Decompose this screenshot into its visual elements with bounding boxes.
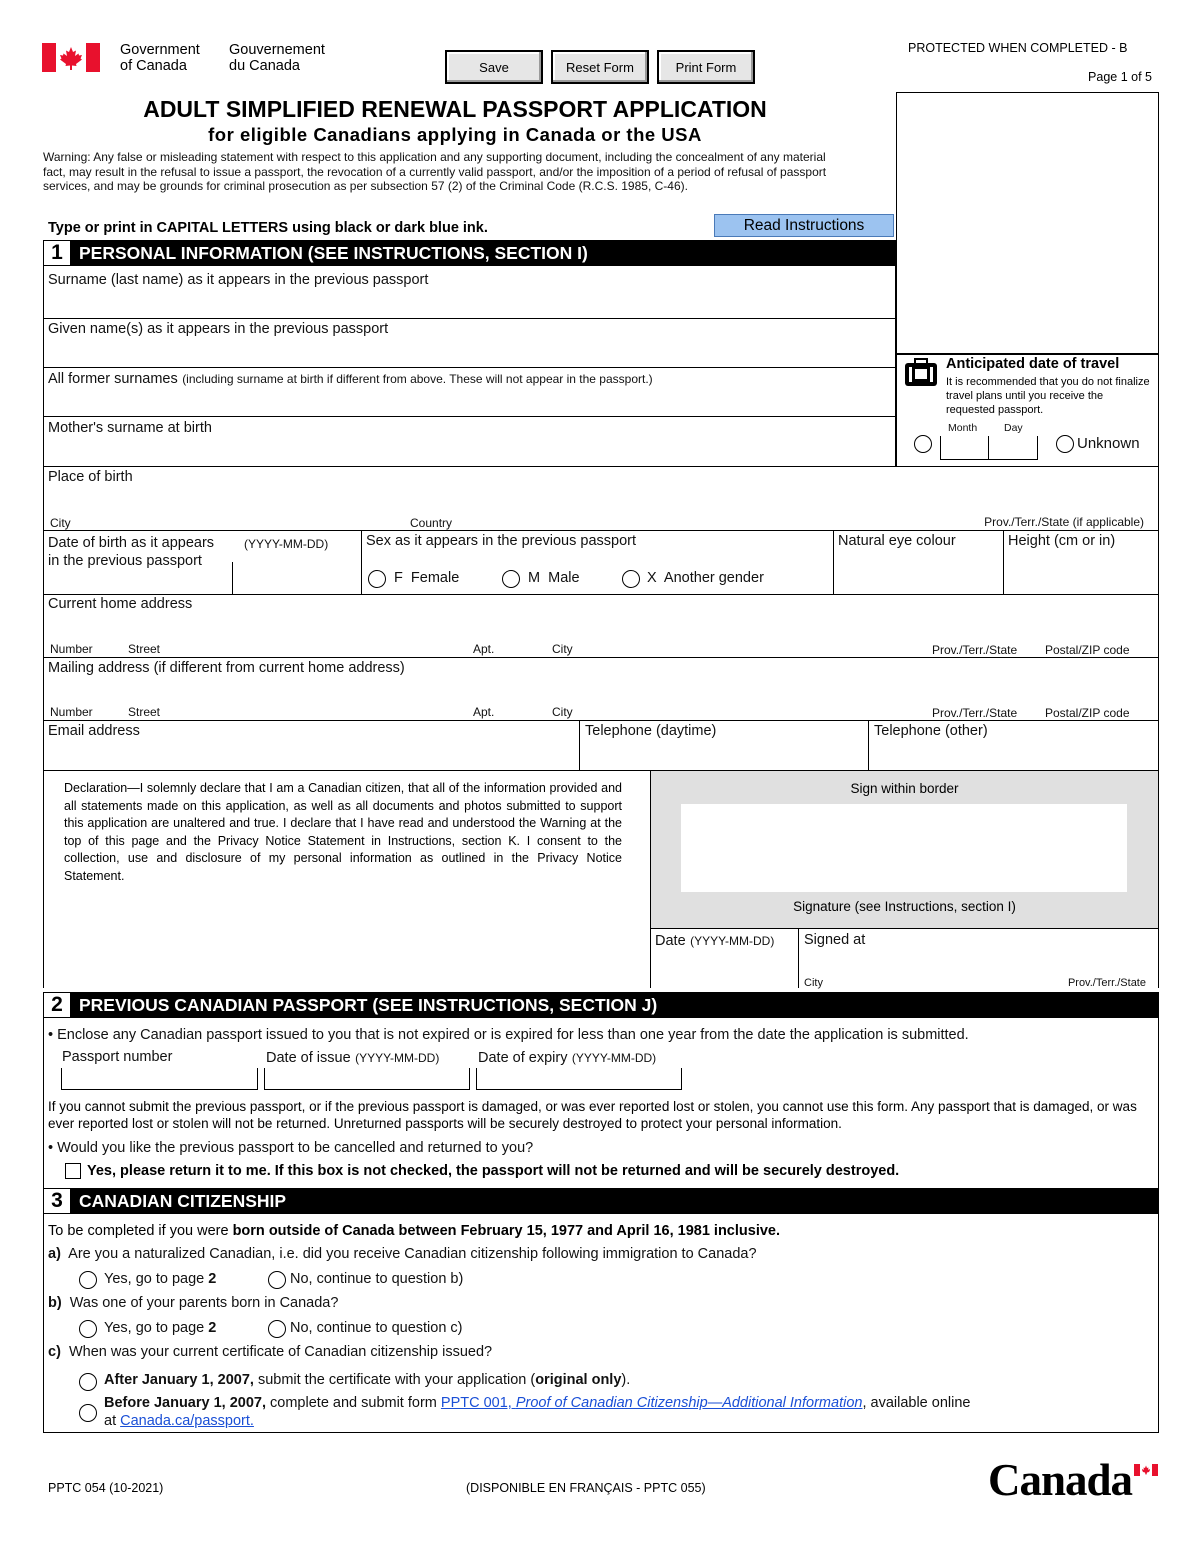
home-address-label: Current home address (48, 596, 193, 612)
pob-prov-label: Prov./Terr./State (if applicable) (984, 515, 1144, 529)
mail-postal-label: Postal/ZIP code (1045, 706, 1130, 720)
sig-date-input[interactable] (653, 952, 797, 986)
given-names-label: Given name(s) as it appears in the previous passport (48, 321, 389, 337)
passport-number-label: Passport number (62, 1049, 173, 1065)
cannot-submit-text: If you cannot submit the previous passport, or if the previous passport is damaged, or was ever reported lost or stolen, you cannot use this form. Any passport that is damaged, or was ever reported lost or stolen will not be returned. Unreturned passports will be securely destroyed to protect your personal information. (48, 1099, 1137, 1131)
section-2-header (43, 992, 1159, 1018)
home-city-label: City (552, 642, 573, 656)
travel-date-radio[interactable] (914, 435, 932, 453)
canada-passport-link[interactable]: Canada.ca/passport. (120, 1413, 254, 1429)
qb-yes-label (104, 1320, 216, 1336)
travel-unknown-label: Unknown (1077, 435, 1140, 452)
travel-title: Anticipated date of travel (946, 356, 1120, 372)
qb-no-label: No, continue to question c) (290, 1320, 463, 1336)
qc-before-label-line2 (104, 1413, 254, 1429)
qc-after-label (104, 1372, 630, 1388)
type-print-instruction: Type or print in CAPITAL LETTERS using black or dark blue ink. (48, 220, 488, 236)
height-label: Height (cm or in) (1008, 533, 1116, 549)
email-input[interactable] (44, 742, 578, 768)
tel-other-label: Telephone (other) (874, 723, 988, 739)
home-prov-label: Prov./Terr./State (932, 643, 1018, 657)
mail-city-label: City (552, 705, 573, 719)
qb-no-radio[interactable] (268, 1320, 286, 1338)
before-date-bold: Before January 1, 2007, (104, 1395, 267, 1411)
at-text: at (104, 1413, 121, 1429)
sig-date-format: (YYYY-MM-DD) (690, 934, 775, 948)
travel-day-label: Day (1004, 422, 1023, 434)
home-address-input[interactable] (44, 615, 1156, 641)
question-c (48, 1344, 492, 1360)
form-code: PPTC 054 (10-2021) (48, 1481, 164, 1495)
before-text: complete and submit form (266, 1395, 441, 1411)
after-date-bold: After January 1, 2007, (104, 1372, 254, 1388)
sex-another-radio[interactable] (622, 570, 640, 588)
print-form-button[interactable]: Print Form (657, 50, 755, 84)
sex-female-radio[interactable] (368, 570, 386, 588)
section-2-number: 2 (43, 992, 71, 1018)
sex-male-label: M Male (528, 570, 580, 586)
qb-yes-radio[interactable] (79, 1320, 97, 1338)
declaration-text: Declaration—I solemnly declare that I am a Canadian citizen, that all of the information provided and all statements made on this application, as well as all documents and photos submitted to support this application are unaltered and true. I declare that I have read and understood the Warning at the top of this page and the Privacy Notice Statement in Instructions, section K. I consent to the collection, use and disclosure of my personal information as outlined in the Privacy Notice Statement. (64, 781, 622, 883)
home-apt-label: Apt. (473, 642, 495, 656)
surname-input[interactable] (44, 290, 894, 318)
mailing-address-label: Mailing address (if different from current home address) (48, 660, 405, 676)
date-expiry-format: (YYYY-MM-DD) (571, 1051, 657, 1065)
eye-colour-input[interactable] (835, 552, 1002, 592)
given-names-input[interactable] (44, 340, 894, 367)
intro-bold: born outside of Canada between February 15, 1977 and April 16, 1981 inclusive. (232, 1223, 781, 1239)
place-of-birth-input[interactable] (44, 488, 1156, 514)
canada-wordmark: Canada (988, 1455, 1133, 1505)
mother-surname-input[interactable] (44, 440, 894, 466)
date-expiry-label (478, 1049, 656, 1067)
section-3-intro (48, 1223, 780, 1239)
sig-date-text: Date (655, 933, 686, 949)
question-a-letter: a) (48, 1246, 61, 1262)
form-title: ADULT SIMPLIFIED RENEWAL PASSPORT APPLICATION (143, 96, 767, 122)
mail-apt-label: Apt. (473, 705, 495, 719)
pptc-001-link-italic: Proof of Canadian Citizenship—Additional Information (515, 1395, 863, 1411)
after-end: ). (621, 1372, 631, 1388)
section-2-title: PREVIOUS CANADIAN PASSPORT (SEE INSTRUCTIONS, SECTION J) (79, 995, 658, 1015)
place-of-birth-label: Place of birth (48, 469, 133, 485)
home-street-label: Street (128, 642, 161, 656)
qa-yes-label (104, 1271, 216, 1287)
qc-after-radio[interactable] (79, 1373, 97, 1391)
former-surnames-text: All former surnames (48, 371, 178, 387)
travel-unknown-radio[interactable] (1056, 435, 1074, 453)
signed-prov-label: Prov./Terr./State (1067, 977, 1146, 989)
form-subtitle: for eligible Canadians applying in Canada or the USA (208, 124, 702, 145)
sex-another-label: X Another gender (647, 570, 764, 586)
dob-format: (YYYY-MM-DD) (244, 537, 329, 551)
qa-no-label: No, continue to question b) (290, 1271, 464, 1287)
qb-yes-text: Yes, go to page (104, 1320, 209, 1336)
protected-label: PROTECTED WHEN COMPLETED - B (908, 41, 1128, 55)
travel-day-input[interactable] (988, 436, 1038, 460)
section-1-title: PERSONAL INFORMATION (SEE INSTRUCTIONS, SECTION I) (79, 243, 588, 263)
page-number: Page 1 of 5 (1088, 70, 1152, 84)
signature-box[interactable] (681, 804, 1127, 892)
sex-label: Sex as it appears in the previous passport (366, 533, 637, 549)
qa-yes-page: 2 (208, 1271, 217, 1287)
height-input[interactable] (1005, 552, 1157, 592)
section-1-number: 1 (43, 240, 71, 266)
save-button[interactable]: Save (445, 50, 543, 84)
surname-label: Surname (last name) as it appears in the previous passport (48, 272, 429, 288)
original-only: original only (535, 1372, 622, 1388)
signed-city-label: City (804, 977, 823, 989)
home-number-label: Number (50, 642, 93, 656)
date-issue-label (266, 1049, 439, 1067)
qa-yes-text: Yes, go to page (104, 1271, 209, 1287)
reset-form-button[interactable]: Reset Form (551, 50, 649, 84)
question-b-letter: b) (48, 1295, 62, 1311)
section-3-number: 3 (43, 1188, 71, 1214)
travel-note: It is recommended that you do not finalize travel plans until you receive the requested passport. (946, 376, 1150, 416)
sex-female-label: F Female (394, 570, 460, 586)
question-c-letter: c) (48, 1344, 61, 1360)
warning-text: Warning: Any false or misleading statement with respect to this application and any supporting document, including the concealment of any material fact, may result in the refusal to issue a passport, the revocation of a currently valid passport, and/or the imposition of a period of refusal of passport services, and may be grounds for criminal prosecution as per subsection 57 (2) of the Criminal Code (R.C.S. 1985, C-46). (43, 150, 827, 193)
dob-input[interactable] (232, 562, 360, 594)
email-label: Email address (48, 723, 140, 739)
former-surnames-label (48, 370, 653, 388)
former-surnames-note: (including surname at birth if different from above. These will not appear in the passport.) (182, 372, 653, 386)
enclose-instruction: • Enclose any Canadian passport issued to you that is not expired or is expired for less than one year from the date the application is submitted. (48, 1027, 969, 1043)
date-expiry-input[interactable] (476, 1068, 682, 1090)
pob-country-label: Country (410, 516, 453, 530)
return-passport-checkbox[interactable] (65, 1163, 81, 1179)
section-1-header (43, 240, 896, 266)
photo-box (896, 92, 1159, 354)
mailing-address-input[interactable] (44, 679, 1156, 705)
eye-colour-label: Natural eye colour (838, 533, 956, 549)
signature-label: Signature (see Instructions, section I) (793, 899, 1016, 914)
tel-daytime-label: Telephone (daytime) (585, 723, 717, 739)
would-like-question: • Would you like the previous passport to be cancelled and returned to you? (48, 1140, 534, 1156)
passport-number-input[interactable] (61, 1068, 258, 1090)
date-issue-input[interactable] (264, 1068, 470, 1090)
signed-at-input[interactable] (800, 952, 1156, 976)
travel-month-input[interactable] (940, 436, 988, 460)
section-3-header (43, 1188, 1159, 1214)
date-issue-format: (YYYY-MM-DD) (355, 1051, 440, 1065)
qb-yes-page: 2 (208, 1320, 217, 1336)
mother-surname-label: Mother's surname at birth (48, 420, 212, 436)
travel-month-label: Month (948, 422, 978, 434)
question-b-text: Was one of your parents born in Canada? (69, 1295, 339, 1311)
available-french: (DISPONIBLE EN FRANÇAIS - PPTC 055) (466, 1481, 706, 1495)
before-end: , available online (862, 1395, 971, 1411)
return-passport-label: Yes, please return it to me. If this box is not checked, the passport will not be returned and will be securely destroyed. (87, 1163, 900, 1179)
after-text: submit the certificate with your application ( (253, 1372, 536, 1388)
tel-daytime-input[interactable] (581, 742, 867, 768)
qc-before-label (104, 1395, 970, 1411)
intro-plain: To be completed if you were (48, 1223, 233, 1239)
former-surnames-input[interactable] (44, 390, 894, 416)
question-c-text: When was your current certificate of Canadian citizenship issued? (68, 1344, 493, 1360)
pptc-001-link-text: PPTC 001, (440, 1395, 516, 1411)
read-instructions-button[interactable]: Read Instructions (714, 214, 894, 237)
qa-yes-radio[interactable] (79, 1271, 97, 1289)
question-a (48, 1246, 757, 1262)
question-b (48, 1295, 338, 1311)
pob-city-label: City (50, 516, 71, 530)
section-3-title: CANADIAN CITIZENSHIP (79, 1191, 287, 1211)
dob-label: Date of birth as it appears in the previous passport (48, 535, 215, 569)
date-expiry-text: Date of expiry (478, 1050, 568, 1066)
mail-prov-label: Prov./Terr./State (932, 706, 1018, 720)
qa-no-radio[interactable] (268, 1271, 286, 1289)
sex-male-radio[interactable] (502, 570, 520, 588)
government-of-canada-en: Government of Canada (120, 42, 200, 74)
wordmark-flag-icon (1134, 1463, 1158, 1475)
date-issue-text: Date of issue (266, 1050, 351, 1066)
suitcase-icon (904, 358, 938, 388)
government-flag-logo (42, 43, 100, 72)
mail-number-label: Number (50, 705, 93, 719)
government-of-canada-fr: Gouvernement du Canada (229, 42, 325, 74)
home-postal-label: Postal/ZIP code (1045, 643, 1130, 657)
sig-date-label (655, 932, 774, 950)
mail-street-label: Street (128, 705, 161, 719)
sign-within-label: Sign within border (850, 781, 959, 796)
qc-before-radio[interactable] (79, 1404, 97, 1422)
pptc-001-link[interactable] (441, 1395, 863, 1411)
tel-other-input[interactable] (870, 742, 1156, 768)
question-a-text: Are you a naturalized Canadian, i.e. did you receive Canadian citizenship following immigration to Canada? (68, 1246, 757, 1262)
signed-at-label: Signed at (804, 932, 866, 948)
